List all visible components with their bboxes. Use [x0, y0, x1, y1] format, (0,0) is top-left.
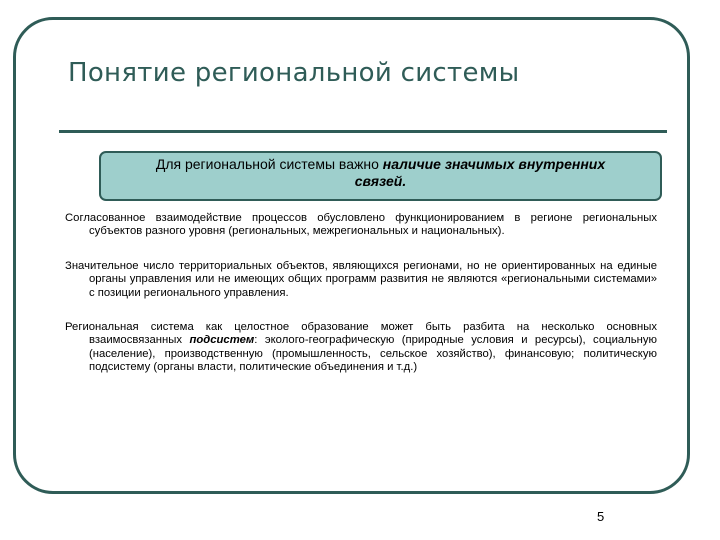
body-text: [65, 212, 657, 396]
page-number: 5: [597, 509, 605, 524]
paragraph-text: Согласованное взаимодействие процессов обусловлено функционированием в регионе региональных субъектов разного уровня (региональных, межрегиональных и национальных).: [65, 212, 657, 238]
title-divider: [59, 130, 667, 133]
slide-title: Понятие региональной системы: [68, 58, 520, 88]
callout-box: [99, 151, 662, 201]
paragraph-text: Региональная система как целостное образование может быть разбита на несколько основных взаимосвязанных: [65, 321, 657, 347]
paragraph-subsystems: [65, 321, 657, 375]
paragraph-territorial-objects: [65, 260, 657, 300]
paragraph-emphasis: подсистем: [189, 334, 255, 347]
paragraph-text-continued: : эколого-географическую (природные условия и ресурсы), социальную (население), производственную (промышленность, сельское хозяйство), финансовую; политическую подсистему (органы власти, политические объединения и т.д.): [89, 334, 657, 374]
callout-emphasis: наличие значимых внутренних связей.: [354, 156, 606, 189]
callout-lead: Для региональной системы важно: [155, 156, 383, 172]
paragraph-text: Значительное число территориальных объектов, являющихся регионами, но не ориентированных на единые органы управления или не имеющих общих программ развития не являются «региональными системами» с позиции регионального управления.: [65, 259, 657, 299]
paragraph-coordination: [65, 212, 657, 239]
